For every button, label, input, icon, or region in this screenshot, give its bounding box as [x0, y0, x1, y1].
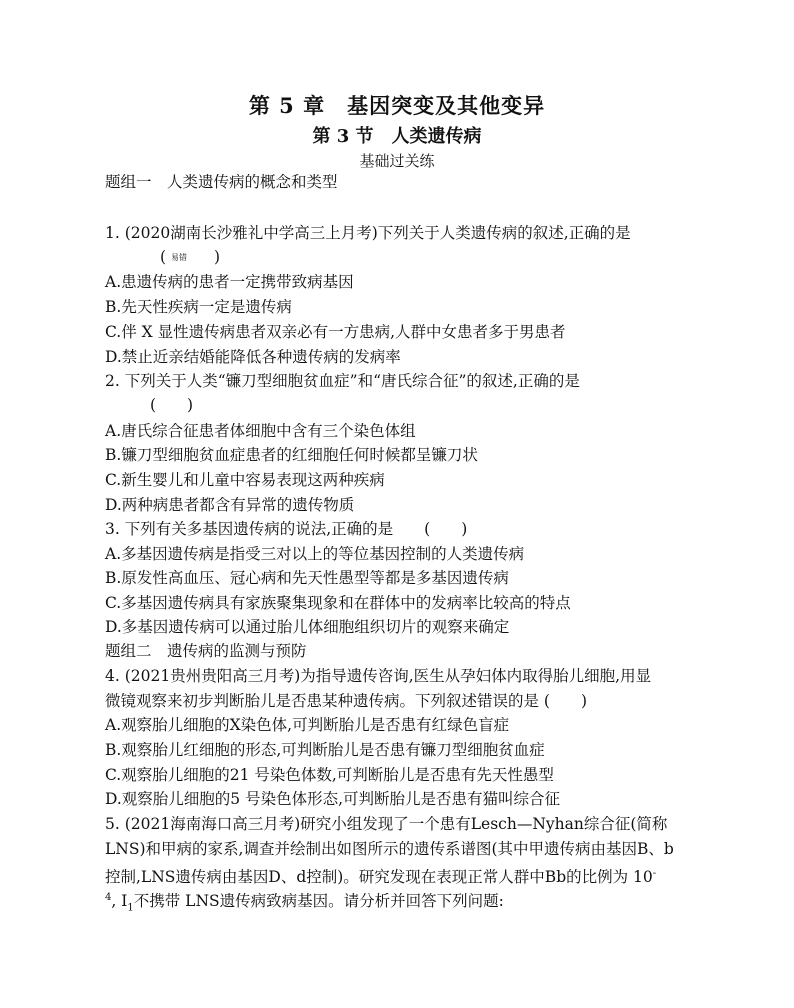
subtitle: 基础过关练	[359, 152, 435, 170]
q3-option-d: D.多基因遗传病可以通过胎儿体细胞组织切片的观察来确定	[105, 618, 510, 636]
q2-option-a: A.唐氏综合征患者体细胞中含有三个染色体组	[105, 422, 416, 440]
chapter-title: 第 5 章 基因突变及其他变异	[248, 93, 546, 118]
q1-stem: 1. (2020湖南长沙雅礼中学高三上月考)下列关于人类遗传病的叙述,正确的是	[105, 224, 631, 242]
q4-option-b: B.观察胎儿红细胞的形态,可判断胎儿是否患有镰刀型细胞贫血症	[105, 741, 545, 759]
q2-option-b: B.镰刀型细胞贫血症患者的红细胞任何时候都呈镰刀状	[105, 446, 478, 464]
q4-option-c: C.观察胎儿细胞的21 号染色体数,可判断胎儿是否患有先天性愚型	[105, 766, 554, 784]
q1-answer-blank	[160, 247, 220, 268]
group-2-title: 题组二 遗传病的监测与预防	[105, 642, 307, 660]
q1-option-b: B.先天性疾病一定是遗传病	[105, 298, 292, 316]
q5-line-3-text: 控制,LNS遗传病由基因D、d控制)。研究发现在表现正常人群中Bb的比例为 10	[105, 868, 653, 887]
q1-paren-open: (	[160, 248, 167, 266]
q2-option-d: D.两种病患者都含有异常的遗传物质	[105, 496, 355, 514]
q5-line-4	[105, 888, 504, 918]
q5-exponent-value: 4	[105, 892, 112, 903]
q3-option-c: C.多基因遗传病具有家族聚集现象和在群体中的发病率比较高的特点	[105, 594, 571, 612]
q1-option-a: A.患遗传病的患者一定携带致病基因	[105, 273, 354, 291]
q5-line-3	[105, 864, 656, 887]
q1-option-c: C.伴 X 显性遗传病患者双亲必有一方患病,人群中女患者多于男患者	[105, 323, 566, 341]
q2-stem: 2. 下列关于人类“镰刀型细胞贫血症”和“唐氏综合征”的叙述,正确的是	[105, 372, 580, 390]
q5-generation-roman: , Ⅰ	[111, 892, 128, 911]
q3-option-a: A.多基因遗传病是指受三对以上的等位基因控制的人类遗传病	[105, 545, 525, 563]
q1-option-d: D.禁止近亲结婚能降低各种遗传病的发病率	[105, 348, 401, 366]
q5-line-4-text: 不携带 LNS遗传病致病基因。请分析并回答下列问题:	[133, 892, 504, 911]
q5-line-2: LNS)和甲病的家系,调查并绘制出如图所示的遗传系谱图(其中甲遗传病由基因B、b	[105, 840, 674, 858]
q3-option-b: B.原发性高血压、冠心病和先天性愚型等都是多基因遗传病	[105, 569, 509, 587]
q1-error-tag: 易错	[171, 253, 187, 262]
group-1-title: 题组一 人类遗传病的概念和类型	[105, 173, 338, 191]
q4-stem-line-2: 微镜观察来初步判断胎儿是否患某种遗传病。下列叙述错误的是 ( )	[105, 692, 588, 710]
q4-stem-line-1: 4. (2021贵州贵阳高三月考)为指导遗传咨询,医生从孕妇体内取得胎儿细胞,用显	[105, 667, 652, 685]
section-title: 第 3 节 人类遗传病	[312, 126, 482, 147]
q2-option-c: C.新生婴儿和儿童中容易表现这两种疾病	[105, 471, 385, 489]
q3-stem: 3. 下列有关多基因遗传病的说法,正确的是 ( )	[105, 520, 468, 538]
q4-option-a: A.观察胎儿细胞的X染色体,可判断胎儿是否患有红绿色盲症	[105, 716, 510, 734]
q4-option-d: D.观察胎儿细胞的5 号染色体形态,可判断胎儿是否患有猫叫综合征	[105, 790, 561, 808]
q5-line-1: 5. (2021海南海口高三月考)研究小组发现了一个患有Lesch—Nyhan综合征(简称	[105, 815, 668, 833]
q1-paren-close: )	[213, 248, 220, 266]
q2-answer-blank: ( )	[150, 396, 194, 414]
q5-exponent-sign: -	[652, 868, 657, 879]
q5-individual-index: 1	[127, 902, 134, 914]
